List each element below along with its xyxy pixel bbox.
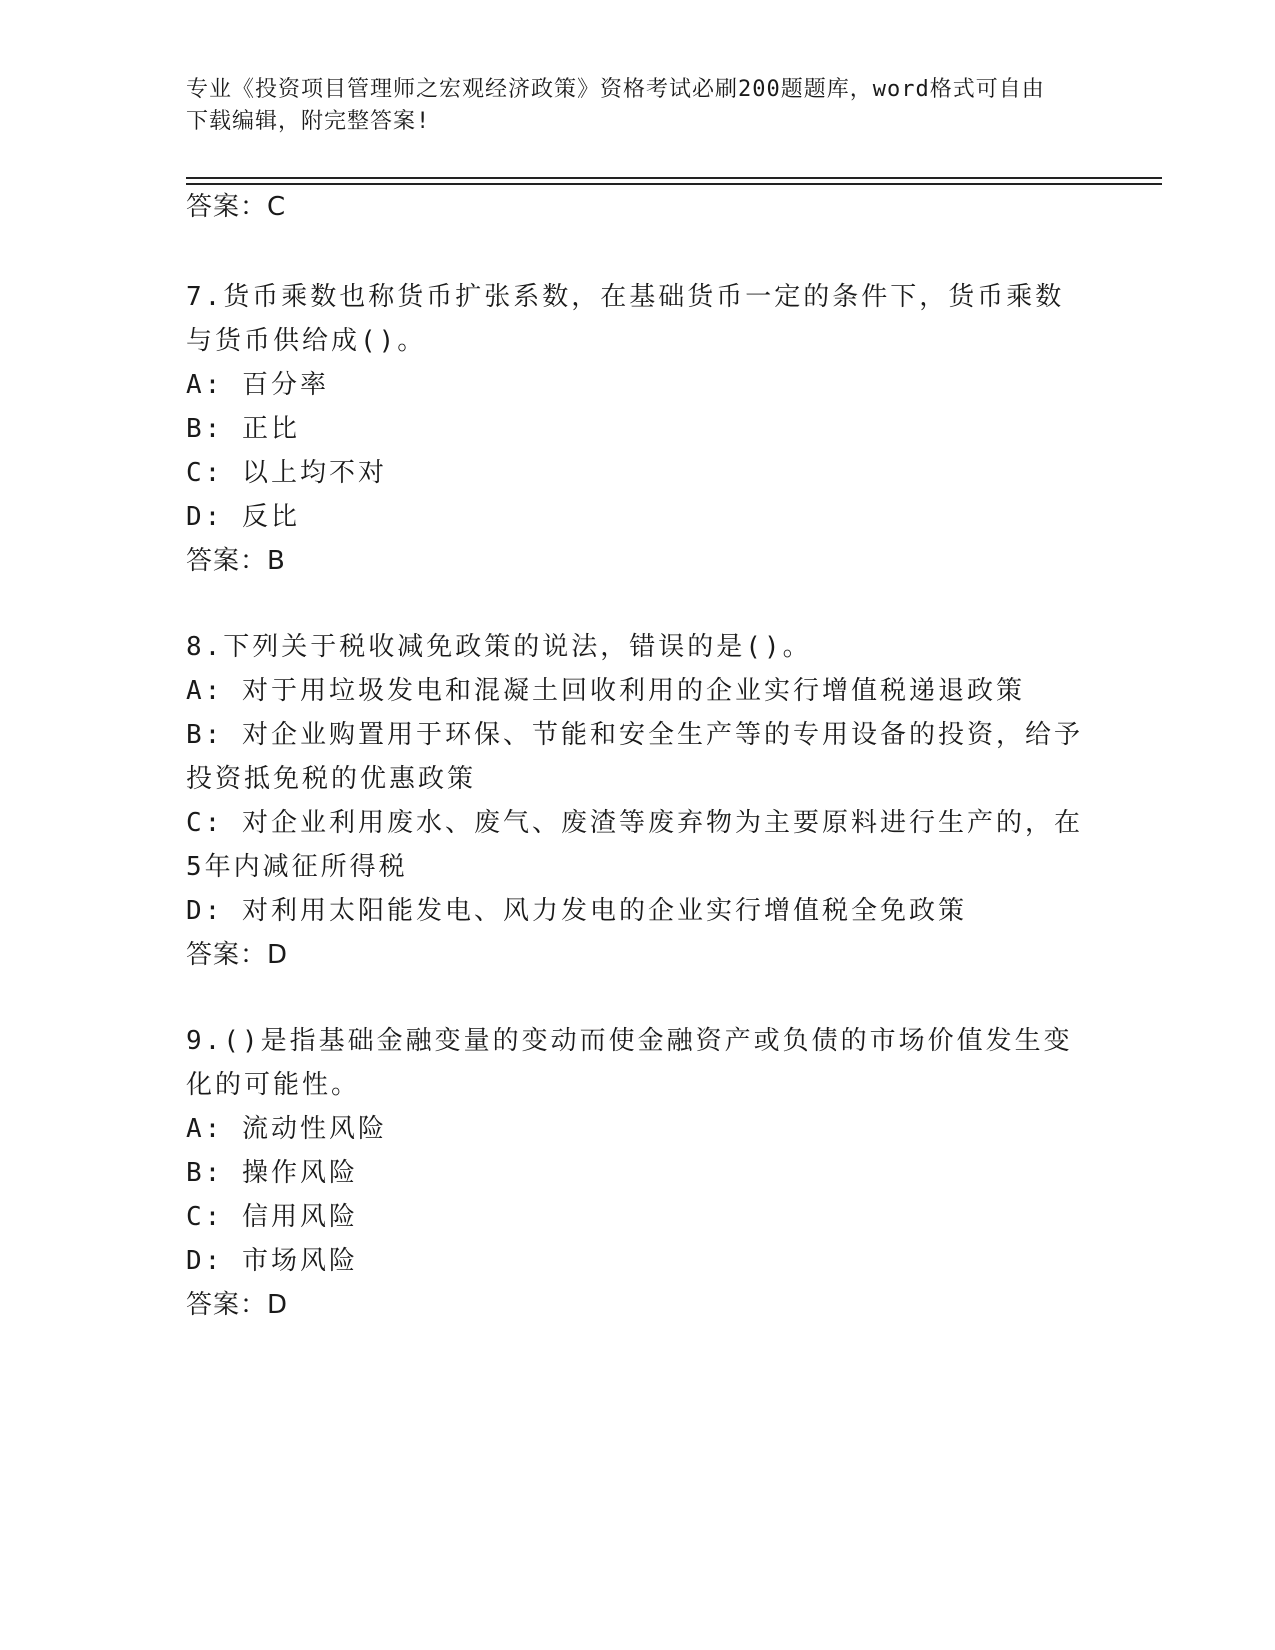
question-9-option-d: D: 市场风险 (186, 1246, 358, 1276)
question-7-stem-line1: 7.货币乘数也称货币扩张系数，在基础货币一定的条件下，货币乘数 (186, 282, 1065, 312)
question-8-option-c-line1: C: 对企业利用废水、废气、废渣等废弃物为主要原料进行生产的，在 (186, 808, 1083, 838)
question-9-stem-line1: 9.()是指基础金融变量的变动而使金融资产或负债的市场价值发生变 (186, 1026, 1073, 1056)
header-divider-bottom (186, 183, 1162, 185)
question-9-option-c: C: 信用风险 (186, 1202, 358, 1232)
question-9-option-b: B: 操作风险 (186, 1158, 358, 1188)
question-8-option-b-line1: B: 对企业购置用于环保、节能和安全生产等的专用设备的投资，给予 (186, 720, 1083, 750)
question-7-option-b: B: 正比 (186, 414, 300, 444)
document-header: 专业《投资项目管理师之宏观经济政策》资格考试必刷200题题库，word格式可自由下载编辑，附完整答案! (186, 77, 1045, 134)
question-7-stem-line2: 与货币供给成()。 (186, 326, 427, 356)
question-7-option-c: C: 以上均不对 (186, 458, 387, 488)
question-9-stem-line2: 化的可能性。 (186, 1070, 361, 1100)
question-9-option-a: A: 流动性风险 (186, 1114, 387, 1144)
question-7-option-d: D: 反比 (186, 502, 300, 532)
question-8-option-c-line2: 5年内减征所得税 (186, 852, 408, 882)
question-8-answer: 答案：D (186, 940, 289, 970)
question-8-option-a: A: 对于用垃圾发电和混凝土回收利用的企业实行增值税递退政策 (186, 676, 1025, 706)
question-8-option-b-line2: 投资抵免税的优惠政策 (186, 764, 477, 794)
question-7-option-a: A: 百分率 (186, 370, 329, 400)
previous-answer: 答案：C (186, 192, 287, 222)
question-9-answer: 答案：D (186, 1290, 289, 1320)
question-8-option-d: D: 对利用太阳能发电、风力发电的企业实行增值税全免政策 (186, 896, 967, 926)
question-8-stem: 8.下列关于税收减免政策的说法，错误的是()。 (186, 632, 812, 662)
question-7-answer: 答案：B (186, 546, 286, 576)
header-divider-top (186, 177, 1162, 179)
